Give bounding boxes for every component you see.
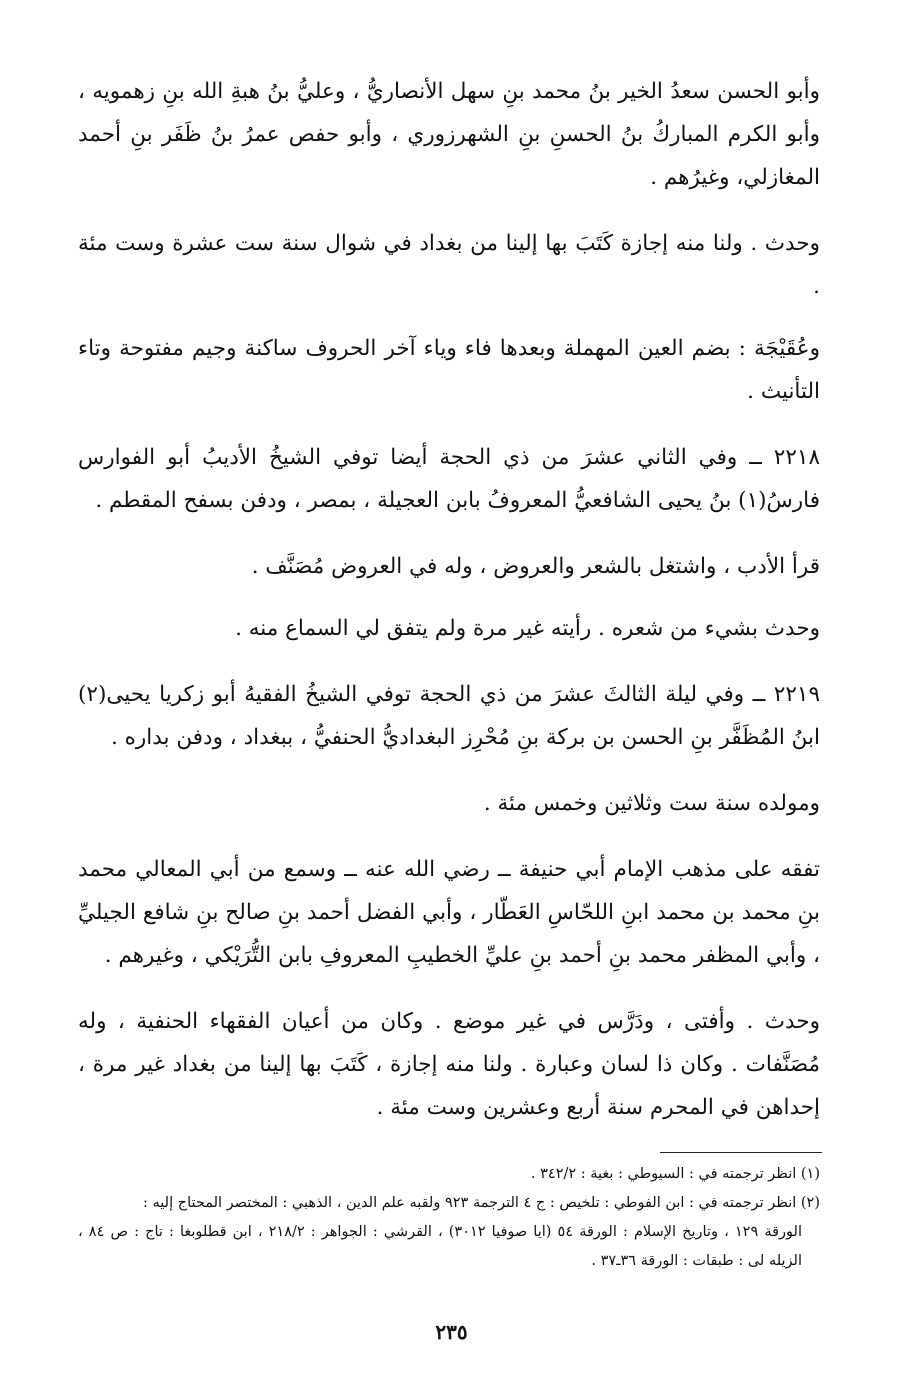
footnote-2-continued: الورقة ١٢٩ ، وتاريخ الإسلام : الورقة ٥٤ (ايا صوفيا ٣٠١٢) ، القرشي : الجواهر : ٢١٨/٢ ، ابن قطلوبغا : تاج : ص ٨٤ ، الزيله لى : طبقات : الورقة ٣٦ـ٣٧ .: [78, 1224, 802, 1269]
page-number: ٢٣٥: [435, 1320, 468, 1344]
paragraph-5: قرأ الأدب ، واشتغل بالشعر والعروض ، وله في العروض مُصَنَّف .: [251, 554, 820, 579]
paragraph-6: وحدث بشيء من شعره . رأيته غير مرة ولم يتفق لي السماع منه .: [235, 616, 820, 641]
footnote-1: (١) انظر ترجمته في : السيوطي : بغية : ٣٤٢/٢ .: [530, 1166, 820, 1182]
paragraph-10: وحدث . وأفتى ، ودَرَّس في غير موضع . وكان من أعيان الفقهاء الحنفية ، وله مُصَنَّفات . وكان ذا لسان وعبارة . ولنا منه إجازة ، كَتَبَ بها إلينا من بغداد غير مرة ، إحداهن في المحرم سنة أربع وعشرين وست مئة .: [78, 1009, 820, 1120]
paragraph-8: ومولده سنة ست وثلاثين وخمس مئة .: [483, 791, 820, 816]
entry-2219: ٢٢١٩ ــ وفي ليلة الثالثَ عشرَ من ذي الحجة توفي الشيخُ الفقيهُ أبو زكريا يحيى(٢) ابنُ المُظَفَّر بنِ الحسن بن بركة بنِ مُحْرِز البغداديُّ الحنفيُّ ، ببغداد ، ودفن بداره .: [78, 682, 820, 750]
footnote-divider: [660, 1152, 822, 1153]
footnotes: [78, 1160, 820, 1276]
paragraph-1: وأبو الحسن سعدُ الخير بنُ محمد بنِ سهل الأنصاريُّ ، وعليُّ بنُ هبةِ الله بنِ زهمويه ، وأبو الكرم المباركُ بنُ الحسنِ بنِ الشهرزوري ، وأبو حفص عمرُ بنُ ظَفَر بنِ أحمد المغازلي، وغيرُهم .: [78, 79, 820, 190]
paragraph-9: تفقه على مذهب الإمام أبي حنيفة ــ رضي الله عنه ــ وسمع من أبي المعالي محمد بنِ محمد بن محمد ابنِ اللحّاسِ العَطّار ، وأبي الفضل أحمد بنِ صالح بنِ شافع الجيليِّ ، وأبي المظفر محمد بنِ أحمد بنِ عليِّ الخطيبِ المعروفِ بابن التُّرَيْكي ، وغيرهم .: [78, 857, 820, 968]
footnote-2: (٢) انظر ترجمته في : ابن الفوطي : تلخيص : ج ٤ الترجمة ٩٢٣ ولقبه علم الدين ، الذهبي : المختصر المحتاج إليه :: [143, 1195, 820, 1211]
paragraph-3: وعُقَيْجَة : بضم العين المهملة وبعدها فاء وياء آخر الحروف ساكنة وجيم مفتوحة وتاء التأنيث .: [78, 336, 820, 404]
entry-2218: ٢٢١٨ ــ وفي الثاني عشرَ من ذي الحجة أيضا توفي الشيخُ الأديبُ أبو الفوارس فارسُ(١) بنُ يحيى الشافعيُّ المعروفُ بابن العجيلة ، بمصر ، ودفن بسفح المقطم .: [78, 445, 820, 513]
main-text: [78, 70, 820, 1148]
paragraph-2: وحدث . ولنا منه إجازة كَتَبَ بها إلينا من بغداد في شوال سنة ست عشرة وست مئة .: [78, 231, 820, 299]
